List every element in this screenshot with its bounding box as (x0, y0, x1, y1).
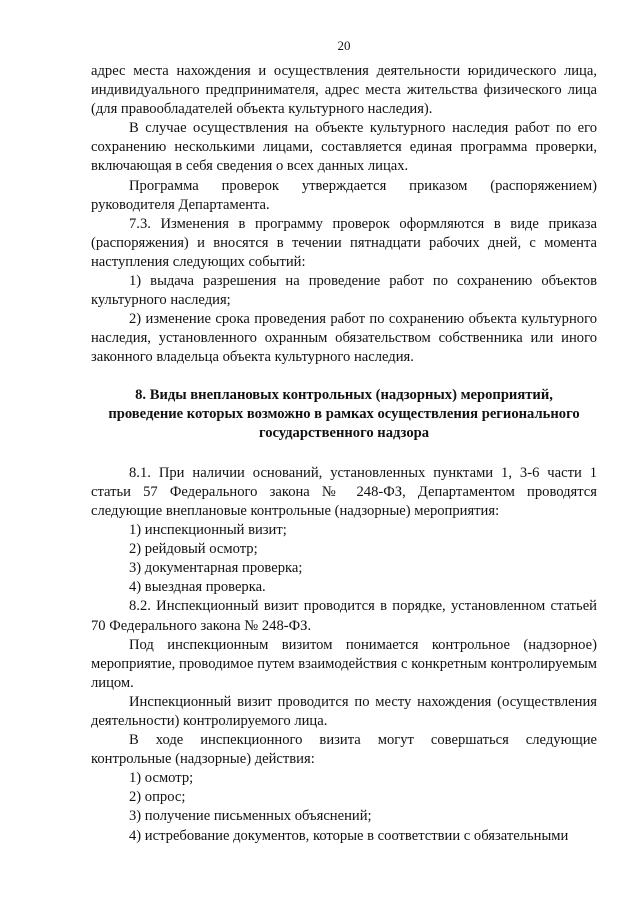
list-item: 2) опрос; (129, 789, 186, 806)
paragraph: Инспекционный визит проводится по месту нахождения (осуществления деятельности) контролируемого лица. (91, 693, 597, 729)
paragraph: В случае осуществления на объекте культурного наследия работ по его сохранению несколькими лицами, составляется единая программа проверки, включающая в себя сведения о всех данных лицах. (91, 120, 597, 175)
heading-line: проведение которых возможно в рамках осуществления регионального (108, 405, 580, 422)
paragraph: 7.3. Изменения в программу проверок оформляются в виде приказа (распоряжения) и вносятся в течении пятнадцати рабочих дней, с момента наступления следующих событий: (91, 215, 597, 270)
list-item: 4) выездная проверка. (129, 579, 266, 596)
list-item: 1) инспекционный визит; (129, 522, 287, 539)
list-item: 1) осмотр; (129, 770, 194, 787)
list-item: 3) документарная проверка; (129, 560, 303, 577)
section-heading (91, 386, 597, 443)
heading-line: государственного надзора (258, 424, 430, 441)
paragraph: Под инспекционным визитом понимается контрольное (надзорное) мероприятие, проводимое путем взаимодействия с конкретным контролируемым лицом. (91, 636, 597, 691)
list-item: 3) получение письменных объяснений; (129, 808, 372, 825)
list-item: 2) изменение срока проведения работ по сохранению объекта культурного наследия, установленного охранным обязательством собственника или иного законного владельца объекта культурного наследия. (91, 311, 597, 366)
paragraph: 8.2. Инспекционный визит проводится в порядке, установленном статьей 70 Федерального закона № 248-ФЗ. (91, 598, 597, 634)
list-item: 1) выдача разрешения на проведение работ по сохранению объектов культурного наследия; (91, 273, 597, 309)
paragraph: В ходе инспекционного визита могут совершаться следующие контрольные (надзорные) действия: (91, 732, 597, 768)
heading-line: 8. Виды внеплановых контрольных (надзорных) мероприятий, (135, 386, 553, 403)
page-number: 20 (337, 38, 351, 53)
document-body (91, 62, 597, 846)
list-item: 2) рейдовый осмотр; (129, 541, 258, 558)
paragraph: Программа проверок утверждается приказом (распоряжением) руководителя Департамента. (91, 177, 597, 213)
document-page (91, 0, 597, 905)
paragraph: 8.1. При наличии оснований, установленных пунктами 1, 3-6 части 1 статьи 57 Федерального закона № 248-ФЗ, Департаментом проводятся следующие внеплановые контрольные (надзорные) мероприятия: (91, 464, 597, 519)
list-item: 4) истребование документов, которые в соответствии с обязательными (129, 827, 569, 844)
paragraph: адрес места нахождения и осуществления деятельности юридического лица, индивидуального предпринимателя, адрес места жительства физического лица (для правообладателей объекта культурного наследия). (91, 63, 597, 118)
